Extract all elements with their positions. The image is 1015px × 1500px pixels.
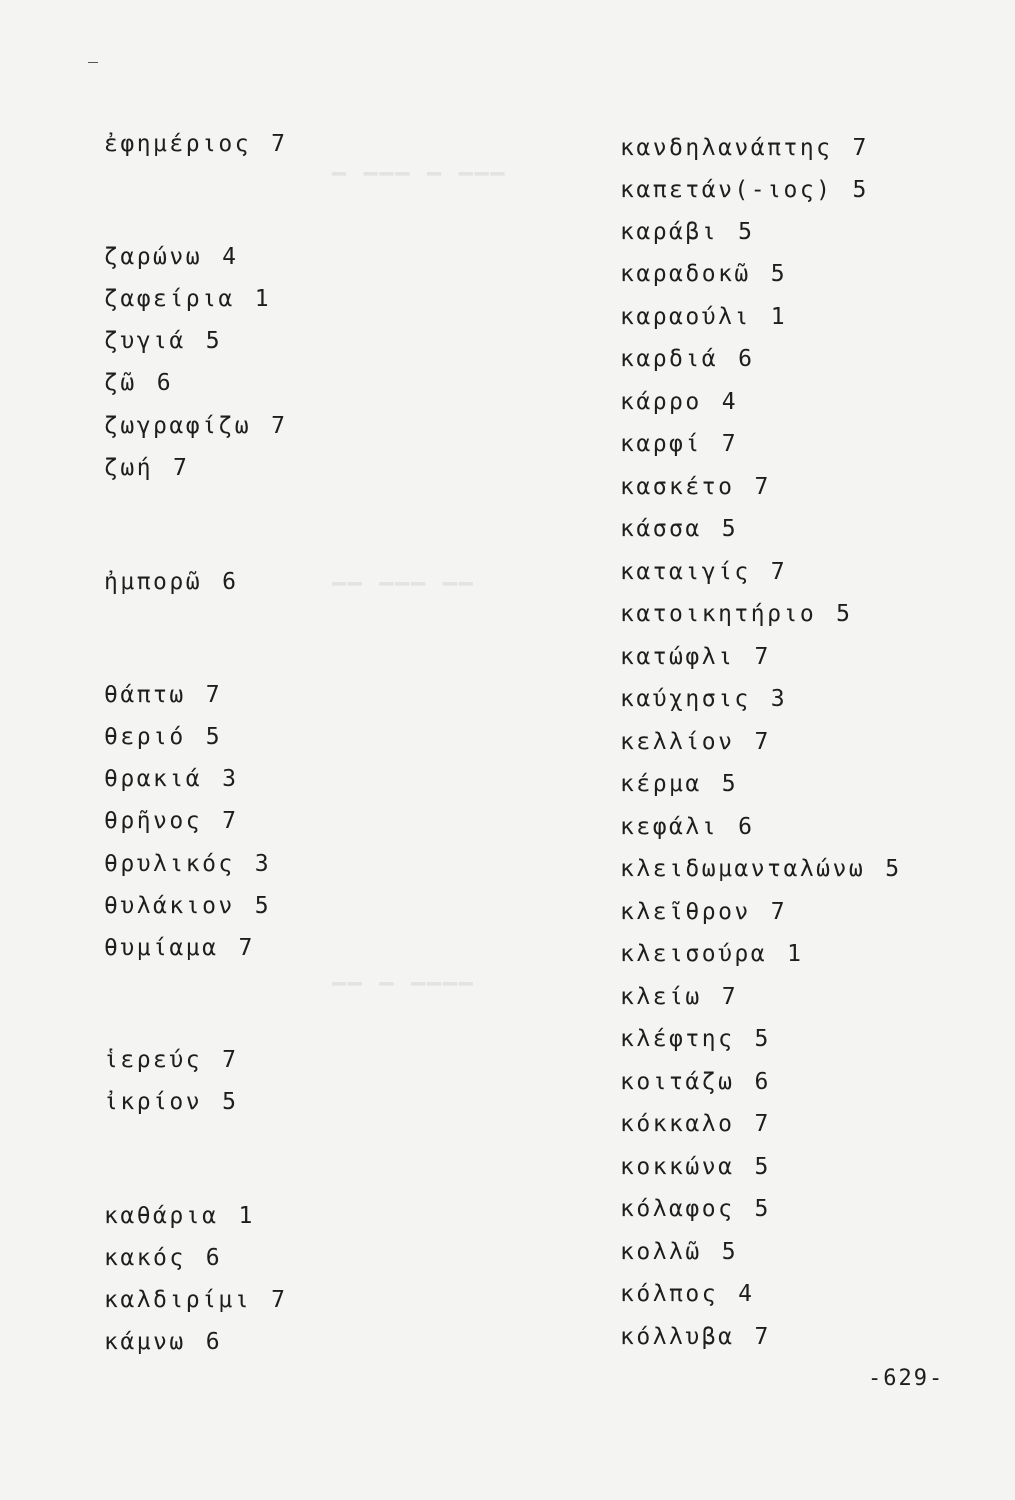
entry-word: κάρρο (620, 389, 702, 415)
entry-word: κανδηλανάπτης (620, 135, 833, 161)
index-entry (104, 1331, 222, 1354)
entry-word: ζωή (104, 455, 154, 481)
entry-number: 5 (721, 1239, 739, 1265)
entry-word: καραούλι (620, 304, 751, 330)
entry-number: 1 (770, 304, 788, 330)
entry-number: 4 (222, 244, 239, 270)
entry-number: 7 (721, 431, 739, 457)
entry-number: 5 (770, 261, 788, 287)
entry-word: ζαφείρια (104, 286, 235, 312)
index-entry (104, 133, 287, 156)
index-entry (620, 306, 787, 329)
index-entry (620, 1283, 754, 1306)
entry-word: καύχησις (620, 686, 751, 712)
entry-word: κοιτάζω (620, 1069, 735, 1095)
entry-word: κακός (104, 1245, 186, 1271)
index-entry (620, 1071, 771, 1094)
entry-number: 6 (205, 1329, 223, 1355)
index-entry (620, 1326, 771, 1349)
index-entry (620, 263, 787, 286)
index-entry (620, 561, 787, 584)
index-entry (104, 571, 238, 594)
index-entry (104, 810, 238, 833)
entry-word: καπετάν(-ιος) (620, 177, 833, 203)
entry-word: κλείω (620, 984, 702, 1010)
index-entry (104, 1091, 238, 1114)
index-entry (104, 246, 238, 269)
index-entry (104, 853, 271, 876)
bleed-through: ▁▁▁▁ ▁ ▁▁ (330, 960, 473, 986)
entry-number: 7 (238, 935, 255, 961)
entry-word: καρδιά (620, 346, 719, 372)
entry-word: κέρμα (620, 771, 702, 797)
entry-number: 1 (238, 1203, 255, 1229)
entry-word: θεριό (104, 724, 186, 750)
entry-number: 5 (738, 219, 755, 245)
index-entry (620, 858, 902, 881)
entry-number: 7 (222, 1047, 239, 1073)
entry-number: 5 (836, 601, 853, 627)
entry-word: καράβι (620, 219, 719, 245)
index-entry (104, 1247, 222, 1270)
index-entry (620, 1156, 771, 1179)
entry-number: 6 (156, 370, 174, 396)
entry-number: 1 (254, 286, 272, 312)
index-entry (620, 1198, 771, 1221)
entry-number: 5 (885, 856, 902, 882)
entry-word: κεφάλι (620, 814, 719, 840)
index-entry (620, 433, 738, 456)
entry-number: 6 (738, 814, 755, 840)
index-entry (620, 816, 754, 839)
entry-word: κάμνω (104, 1329, 186, 1355)
entry-word: κατοικητήριο (620, 601, 817, 627)
entry-word: ζαρώνω (104, 244, 203, 270)
entry-word: ἰκρίον (104, 1089, 203, 1115)
entry-number: 6 (205, 1245, 223, 1271)
entry-number: 5 (721, 771, 739, 797)
entry-word: καθάρια (104, 1203, 219, 1229)
entry-word: ζῶ (104, 370, 137, 396)
margin-mark (88, 62, 98, 63)
bleed-through: ▁▁ ▁▁▁ ▁▁ (330, 560, 473, 586)
index-entry (104, 1049, 238, 1072)
index-entry (104, 684, 222, 707)
entry-word: ἱερεύς (104, 1047, 203, 1073)
entry-number: 7 (754, 474, 771, 500)
entry-word: καρφί (620, 431, 702, 457)
entry-number: 4 (721, 389, 739, 415)
entry-word: κόλπος (620, 1281, 719, 1307)
entry-word: ζωγραφίζω (104, 413, 252, 439)
entry-word: θάπτω (104, 682, 186, 708)
entry-number: 5 (754, 1196, 771, 1222)
entry-number: 4 (738, 1281, 755, 1307)
index-entry (620, 179, 869, 202)
entry-number: 3 (770, 686, 788, 712)
index-entry (104, 457, 189, 480)
entry-number: 5 (222, 1089, 239, 1115)
index-entry (620, 646, 771, 669)
entry-word: θρακιά (104, 766, 203, 792)
index-entry (104, 768, 238, 791)
entry-word: κοκκώνα (620, 1154, 735, 1180)
index-entry (620, 391, 738, 414)
entry-word: κελλίον (620, 729, 735, 755)
index-entry (104, 415, 287, 438)
entry-word: θρυλικός (104, 851, 235, 877)
index-entry (620, 773, 738, 796)
entry-number: 6 (738, 346, 755, 372)
entry-word: ἐφημέριος (104, 131, 252, 157)
entry-word: κλειδωμανταλώνω (620, 856, 866, 882)
entry-word: κόλλυβα (620, 1324, 735, 1350)
entry-word: ζυγιά (104, 328, 186, 354)
entry-number: 6 (222, 569, 239, 595)
entry-number: 5 (205, 328, 223, 354)
entry-word: κόκκαλο (620, 1111, 735, 1137)
entry-number: 7 (271, 1287, 288, 1313)
entry-word: κάσσα (620, 516, 702, 542)
entry-number: 7 (770, 559, 788, 585)
index-entry (104, 372, 173, 395)
index-entry (620, 221, 754, 244)
index-entry (620, 1028, 771, 1051)
entry-word: καταιγίς (620, 559, 751, 585)
entry-number: 7 (721, 984, 739, 1010)
entry-number: 5 (754, 1154, 771, 1180)
index-entry (104, 330, 222, 353)
page-number: -629- (868, 1366, 945, 1391)
entry-number: 7 (852, 135, 869, 161)
index-entry (620, 731, 771, 754)
entry-number: 5 (721, 516, 739, 542)
entry-number: 7 (271, 131, 288, 157)
entry-word: θυμίαμα (104, 935, 219, 961)
entry-number: 7 (754, 1111, 771, 1137)
entry-number: 7 (173, 455, 190, 481)
entry-number: 7 (205, 682, 223, 708)
index-entry (620, 476, 771, 499)
entry-number: 6 (754, 1069, 771, 1095)
entry-number: 5 (754, 1026, 771, 1052)
index-entry (620, 603, 853, 626)
entry-number: 5 (205, 724, 223, 750)
entry-number: 3 (254, 851, 272, 877)
entry-word: θρῆνος (104, 808, 203, 834)
entry-number: 7 (754, 644, 771, 670)
index-entry (104, 895, 271, 918)
index-entry (104, 1289, 287, 1312)
entry-number: 7 (770, 899, 788, 925)
bleed-through: ▁▁▁ ▁ ▁▁▁ ▁ (330, 150, 505, 176)
entry-number: 7 (222, 808, 239, 834)
index-entry (620, 348, 754, 371)
entry-word: κασκέτο (620, 474, 735, 500)
index-entry (104, 726, 222, 749)
index-entry (620, 901, 787, 924)
index-entry (620, 943, 803, 966)
entry-number: 7 (754, 729, 771, 755)
entry-number: 3 (222, 766, 239, 792)
entry-word: κλεῖθρον (620, 899, 751, 925)
index-entry (620, 986, 738, 1009)
index-entry (104, 937, 255, 960)
entry-word: ἠμπορῶ (104, 569, 203, 595)
entry-number: 7 (754, 1324, 771, 1350)
entry-number: 5 (254, 893, 272, 919)
index-entry (620, 1241, 738, 1264)
entry-word: κολλῶ (620, 1239, 702, 1265)
index-entry (104, 1205, 255, 1228)
index-entry (104, 288, 271, 311)
entry-word: κόλαφος (620, 1196, 735, 1222)
entry-word: θυλάκιον (104, 893, 235, 919)
entry-word: καλδιρίμι (104, 1287, 252, 1313)
entry-word: κλέφτης (620, 1026, 735, 1052)
entry-number: 7 (271, 413, 288, 439)
entry-number: 1 (787, 941, 804, 967)
index-entry (620, 688, 787, 711)
index-entry (620, 137, 869, 160)
entry-word: κατώφλι (620, 644, 735, 670)
entry-number: 5 (852, 177, 869, 203)
entry-word: κλεισούρα (620, 941, 768, 967)
index-entry (620, 518, 738, 541)
entry-word: καραδοκῶ (620, 261, 751, 287)
index-entry (620, 1113, 771, 1136)
